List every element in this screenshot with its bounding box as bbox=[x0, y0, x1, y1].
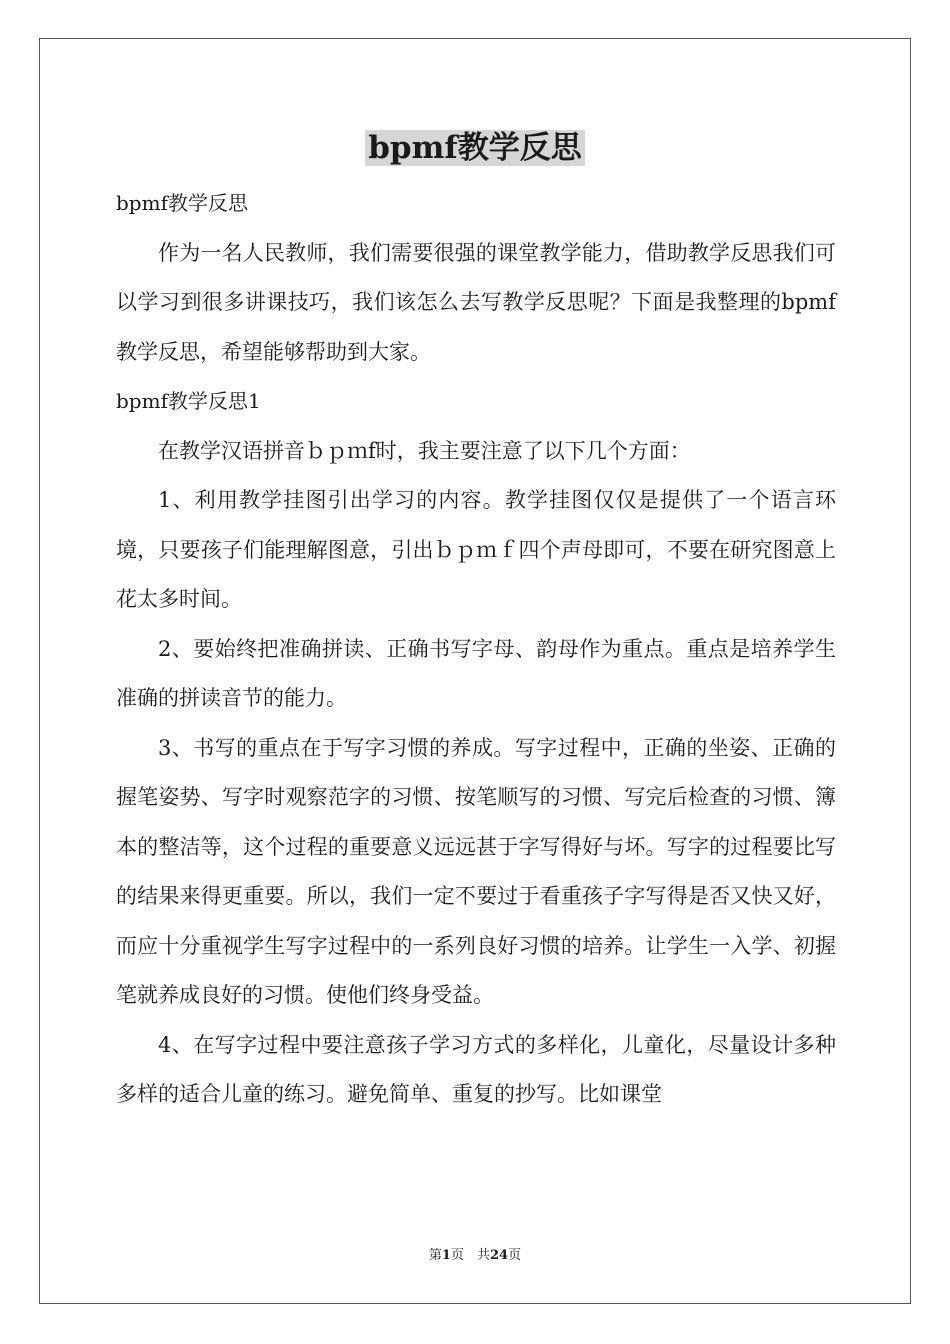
section-heading: bpmf教学反思1 bbox=[116, 389, 261, 413]
document-title-text: bpmf教学反思 bbox=[365, 130, 585, 166]
paragraph: 1、利用教学挂图引出学习的内容。教学挂图仅仅是提供了一个语言环境，只要孩子们能理解图意，引出ｂｐｍｆ四个声母即可，不要在研究图意上花太多时间。 bbox=[116, 488, 836, 611]
total-page-number: 24 bbox=[489, 1248, 509, 1263]
paragraph: 2、要始终把准确拼读、正确书写字母、韵母作为重点。重点是培养学生准确的拼读音节的能力。 bbox=[116, 636, 836, 710]
footer-middle: 页 共 bbox=[450, 1248, 490, 1263]
footer-prefix: 第 bbox=[428, 1248, 442, 1263]
current-page-number: 1 bbox=[441, 1248, 451, 1263]
paragraph: 在教学汉语拼音ｂｐｍf时，我主要注意了以下几个方面： bbox=[158, 438, 691, 463]
paragraph: 4、在写字过程中要注意孩子学习方式的多样化，儿童化，尽量设计多种多样的适合儿童的练习。避免简单、重复的抄写。比如课堂 bbox=[116, 1032, 836, 1106]
document-title bbox=[0, 128, 950, 168]
footer-suffix: 页 bbox=[508, 1248, 522, 1263]
paragraph: 3、书写的重点在于写字习惯的养成。写字过程中，正确的坐姿、正确的握笔姿势、写字时观察范字的习惯、按笔顺写的习惯、写完后检查的习惯、簿本的整洁等，这个过程的重要意义远远甚于字写得好与坏。写字的过程要比写的结果来得更重要。所以，我们一定不要过于看重孩子字写得是否又快又好，而应十分重视学生写字过程中的一系列良好习惯的培养。让学生一入学、初握笔就养成良好的习惯。使他们终身受益。 bbox=[116, 735, 836, 1007]
page-footer bbox=[0, 1247, 950, 1265]
paragraph: 作为一名人民教师，我们需要很强的课堂教学能力，借助教学反思我们可以学习到很多讲课技巧，我们该怎么去写教学反思呢？下面是我整理的bpmf教学反思，希望能够帮助到大家。 bbox=[116, 240, 836, 364]
section-heading: bpmf教学反思 bbox=[116, 191, 248, 215]
document-body bbox=[116, 179, 836, 1120]
